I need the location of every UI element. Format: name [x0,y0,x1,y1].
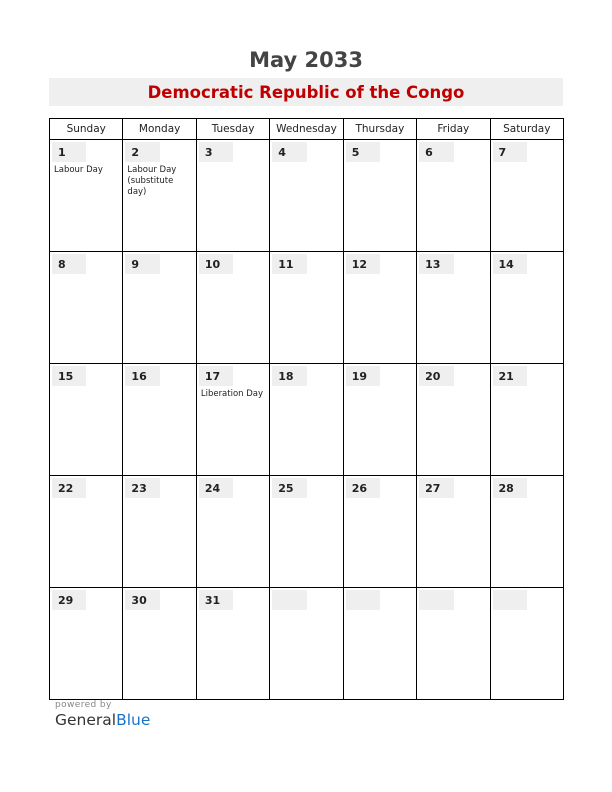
day-number [346,590,380,610]
weekday-header: Thursday [343,119,416,140]
day-number: 7 [493,142,527,162]
day-number: 16 [125,366,159,386]
week-row [50,476,564,588]
day-number: 14 [493,254,527,274]
day-cell [196,588,269,700]
day-number: 17 [199,366,233,386]
day-number: 25 [272,478,306,498]
day-number: 28 [493,478,527,498]
country-name: Democratic Republic of the Congo [147,82,465,102]
day-number: 5 [346,142,380,162]
day-cell [490,252,563,364]
day-cell [343,588,416,700]
day-number: 9 [125,254,159,274]
day-number: 24 [199,478,233,498]
weekday-header: Friday [417,119,490,140]
page-title: May 2033 [249,48,363,72]
day-cell [50,252,123,364]
weekday-header: Wednesday [270,119,343,140]
day-cell [270,476,343,588]
day-cell [270,588,343,700]
day-cell [196,364,269,476]
day-number: 12 [346,254,380,274]
day-number: 26 [346,478,380,498]
powered-by-text: powered by [55,700,112,710]
day-cell [490,588,563,700]
day-cell [270,364,343,476]
holiday-label: Liberation Day [200,389,264,399]
day-cell [123,252,196,364]
weekday-header-row [50,119,564,140]
week-row [50,252,564,364]
weekday-header: Saturday [490,119,563,140]
day-cell [196,140,269,252]
weekday-header: Monday [123,119,196,140]
day-number [419,590,453,610]
day-number [493,590,527,610]
country-banner [49,78,563,106]
day-cell [123,140,196,252]
day-cell [343,476,416,588]
day-number: 31 [199,590,233,610]
day-cell [417,140,490,252]
day-cell [50,476,123,588]
day-cell [417,364,490,476]
day-cell [123,364,196,476]
week-row [50,140,564,252]
day-number: 15 [52,366,86,386]
day-number: 27 [419,478,453,498]
day-number: 19 [346,366,380,386]
day-cell [490,140,563,252]
day-cell [490,476,563,588]
day-cell [343,364,416,476]
calendar-grid [49,118,564,700]
day-number: 18 [272,366,306,386]
day-number: 10 [199,254,233,274]
brand-blue: Blue [116,711,151,729]
day-number: 1 [52,142,86,162]
day-cell [196,476,269,588]
day-number: 23 [125,478,159,498]
day-cell [196,252,269,364]
day-cell [417,476,490,588]
day-number: 21 [493,366,527,386]
footer [55,700,150,729]
week-row [50,364,564,476]
day-number: 4 [272,142,306,162]
day-cell [343,252,416,364]
day-cell [343,140,416,252]
day-cell [417,588,490,700]
weekday-header: Tuesday [196,119,269,140]
weekday-header: Sunday [50,119,123,140]
day-number: 13 [419,254,453,274]
day-cell [50,140,123,252]
day-number [272,590,306,610]
day-cell [270,140,343,252]
day-number: 3 [199,142,233,162]
holiday-label: Labour Day (substitute day) [127,165,177,197]
day-number: 2 [125,142,159,162]
day-cell [123,588,196,700]
brand-logo [55,711,150,729]
day-number: 30 [125,590,159,610]
day-cell [417,252,490,364]
day-cell [50,588,123,700]
day-cell [270,252,343,364]
brand-general: General [55,711,117,729]
day-number: 20 [419,366,453,386]
day-number: 8 [52,254,86,274]
day-number: 22 [52,478,86,498]
day-cell [490,364,563,476]
day-cell [50,364,123,476]
holiday-label: Labour Day [54,165,103,175]
day-number: 6 [419,142,453,162]
day-number: 29 [52,590,86,610]
week-row [50,588,564,700]
day-cell [123,476,196,588]
day-number: 11 [272,254,306,274]
